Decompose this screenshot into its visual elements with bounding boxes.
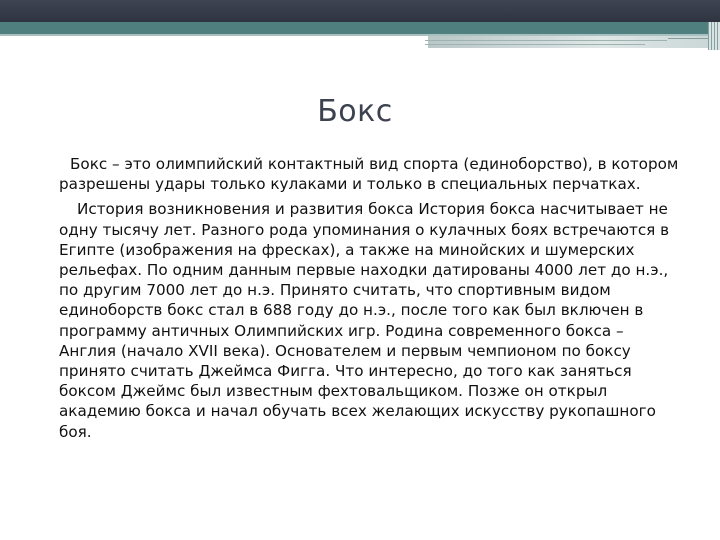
decor-line (668, 38, 708, 39)
slide-body (59, 154, 679, 442)
decor-line (425, 40, 667, 41)
header-decor-stripes (708, 22, 720, 50)
slide-title: Бокс (317, 94, 393, 129)
header-bar-teal (0, 22, 720, 34)
header-bar-dark (0, 0, 720, 22)
paragraph-definition: Бокс – это олимпийский контактный вид спорта (единоборство), в котором разрешены удары только кулаками и только в специальных перчатках. (59, 155, 679, 194)
paragraph-history: История возникновения и развития бокса История бокса насчитывает не одну тысячу лет. Разного рода упоминания о кулачных боях встречаются в Египте (изображения на фресках), а также на минойских и шумерских рельефах. По одним данным первые находки датированы 4000 лет до н.э., по другим 7000 лет до н.э. Принято считать, что спортивным видом единоборств бокс стал в 688 году до н.э., после того как был включен в программу античных Олимпийских игр. Родина современного бокса – Англия (начало XVII века). Основателем и первым чемпионом по боксу принято считать Джеймса Фигга. Что интересно, до того как заняться боксом Джеймс был известным фехтовальщиком. Позже он открыл академию бокса и начал обучать всех желающих искусству рукопашного боя. (59, 200, 670, 441)
decor-line (425, 44, 645, 45)
